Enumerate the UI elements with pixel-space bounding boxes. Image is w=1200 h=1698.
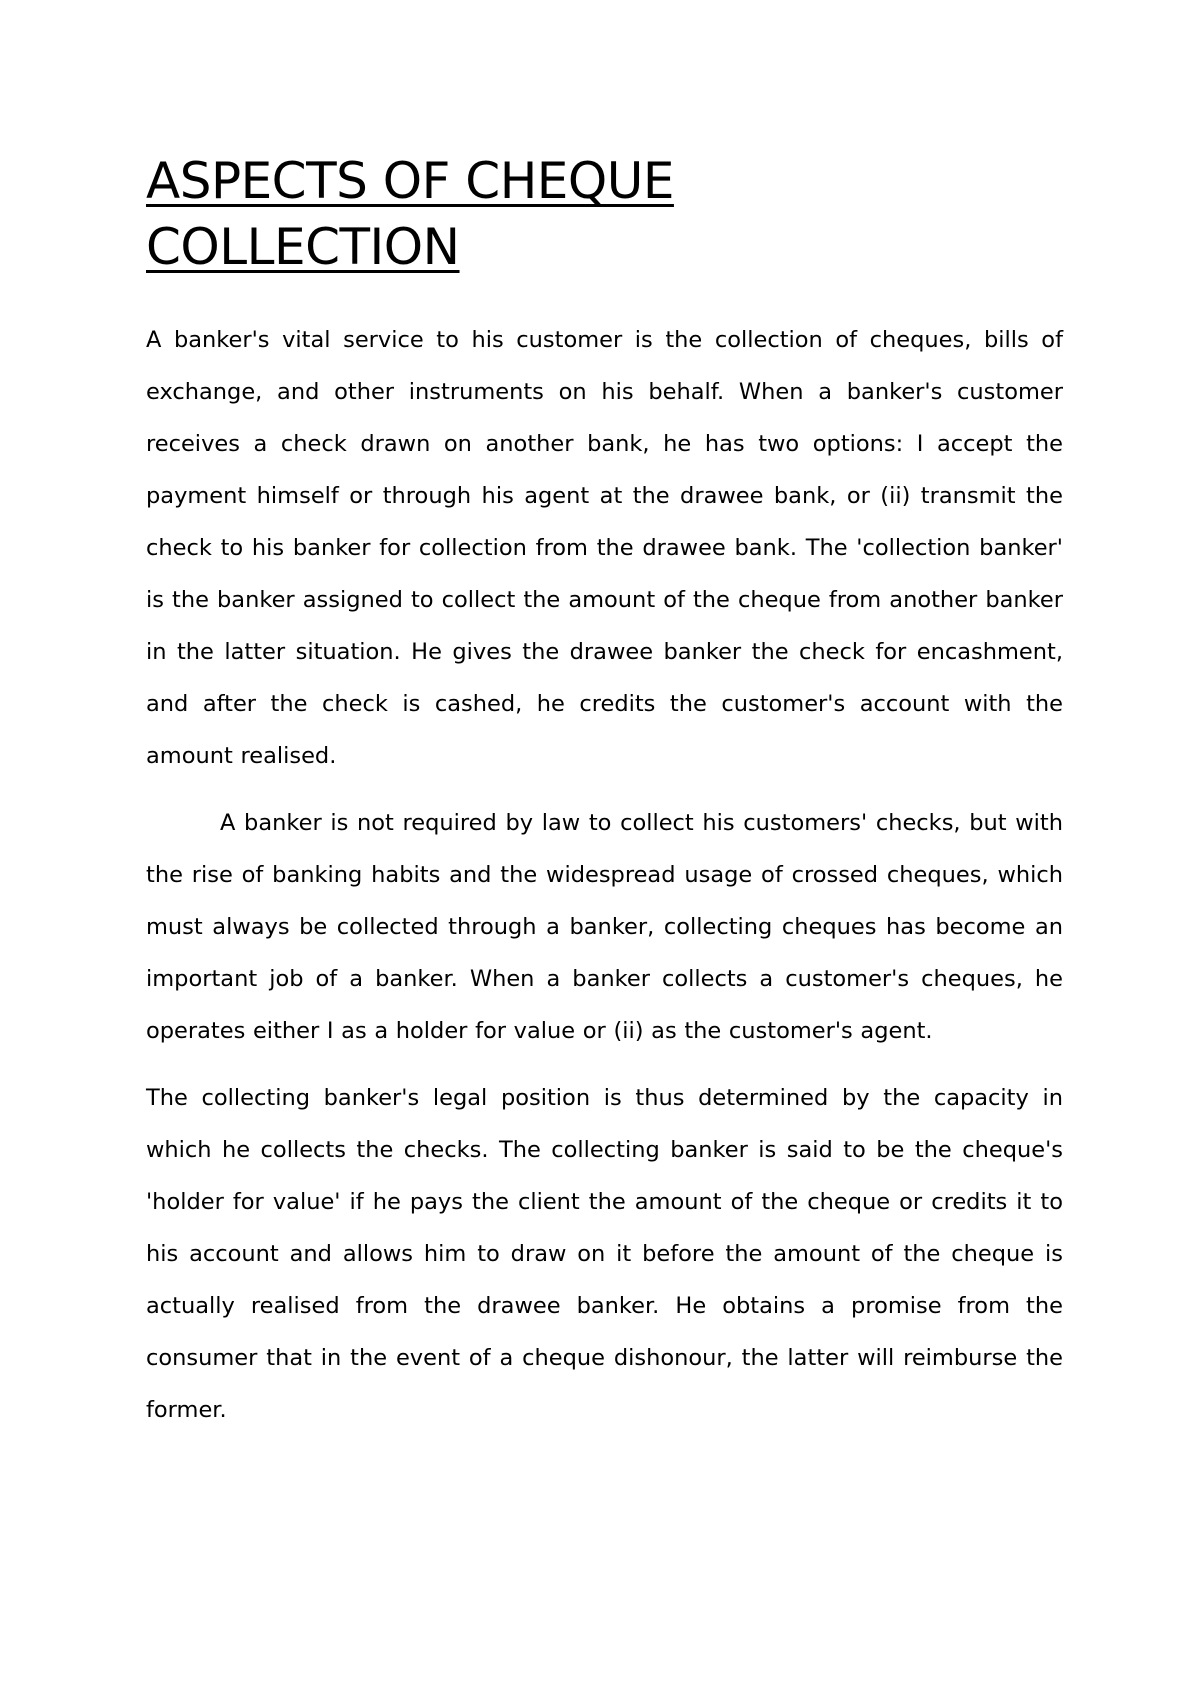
paragraph-banker-obligation: A banker is not required by law to collect his customers' checks, but with the rise of banking habits and the widespread usage of crossed cheques, which must always be collected through a banker, collecting cheques has become an important job of a banker. When a banker collects a customer's cheques, he operates either I as a holder for value or (ii) as the customer's agent.	[146, 810, 1063, 1044]
paragraph-collection-service: A banker's vital service to his customer is the collection of cheques, bills of exchange, and other instruments on his behalf. When a banker's customer receives a check drawn on another bank, he has two options: I accept the payment himself or through his agent at the drawee bank, or (ii) transmit the check to his banker for collection from the drawee bank. The 'collection banker' is the banker assigned to collect the amount of the cheque from another banker in the latter situation. He gives the drawee banker the check for encashment, and after the check is cashed, he credits the customer's account with the amount realised.	[146, 327, 1063, 769]
document-title: ASPECTS OF CHEQUE COLLECTION	[146, 152, 674, 276]
document-body	[146, 148, 1063, 1436]
paragraph-legal-position: The collecting banker's legal position is thus determined by the capacity in which he collects the checks. The collecting banker is said to be the cheque's 'holder for value' if he pays the client the amount of the cheque or credits it to his account and allows him to draw on it before the amount of the cheque is actually realised from the drawee banker. He obtains a promise from the consumer that in the event of a cheque dishonour, the latter will reimburse the former.	[146, 1085, 1063, 1423]
